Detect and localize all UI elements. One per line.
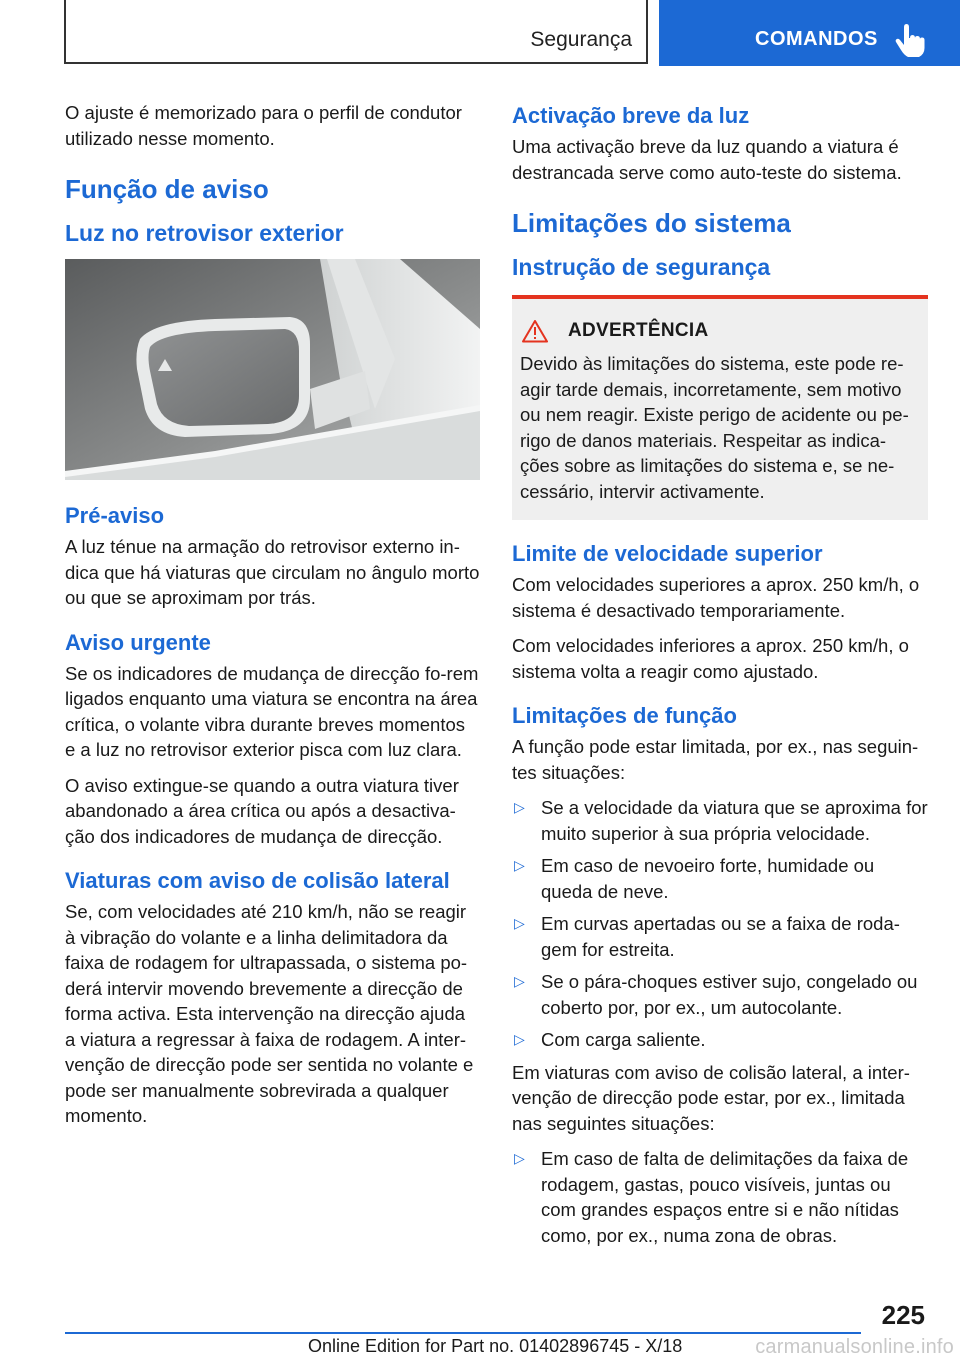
limitations-list (512, 795, 928, 1053)
bullet-triangle-icon: ▷ (514, 799, 525, 815)
footer-divider (65, 1332, 861, 1334)
warning-triangle-icon (522, 319, 548, 343)
bullet-triangle-icon: ▷ (514, 1031, 525, 1047)
list-item: ▷ Em caso de falta de delimitações da faixa de rodagem, gastas, pouco visíveis, juntas ou com grandes espaços entre si e não nítidas como, por ex., numa zona de obras. (514, 1148, 909, 1246)
heading-funcao-aviso: Função de aviso (65, 174, 269, 204)
header-tab-label: COMANDOS (755, 28, 878, 50)
heading-limitacoes-funcao: Limitações de função (512, 703, 737, 728)
bullet-triangle-icon: ▷ (514, 1150, 525, 1166)
warning-text: Devido às limitações do sistema, este pode re-agir tarde demais, incorretamente, sem motivo ou nem reagir. Existe perigo de acidente ou pe-rigo de danos materiais. Respeitar as indica-ções sobre as limitações do sistema e, se ne-cessário, intervir activamente. (520, 353, 909, 502)
bullet-triangle-icon: ▷ (514, 915, 525, 931)
page-number: 225 (881, 1300, 925, 1330)
list-item: ▷ Em caso de nevoeiro forte, humidade ou queda de neve. (514, 855, 875, 902)
heading-aviso-urgente: Aviso urgente (65, 629, 211, 655)
list-item: ▷ Em curvas apertadas ou se a faixa de roda-gem for estreita. (514, 913, 900, 960)
footer-edition: Online Edition for Part no. 01402896745 - X/18 (308, 1336, 683, 1356)
header-section-box (64, 0, 648, 64)
mirror-illustration (65, 259, 480, 480)
header-tab-comandos[interactable] (659, 0, 960, 66)
urgente-paragraph-1: Se os indicadores de mudança de direcção fo-rem ligados enquanto uma viatura se encontra na área crítica, o volante vibra durante breves momentos e a luz no retrovisor exterior pisca com luz clara. (65, 662, 479, 760)
heading-activacao-luz: Activação breve da luz (512, 103, 750, 128)
header-section-title: Segurança (530, 28, 632, 51)
intro-paragraph: O ajuste é memorizado para o perfil de condutor utilizado nesse momento. (65, 102, 462, 149)
heading-preaviso: Pré-aviso (65, 503, 165, 528)
colisao-limitation-paragraph: Em viaturas com aviso de colisão lateral, a inter-venção de direcção pode estar, por ex., limitada nas seguintes situações: (512, 1061, 910, 1134)
warning-header (520, 319, 920, 343)
velocidade-paragraph-1: Com velocidades superiores a aprox. 250 km/h, o sistema é desactivado temporariamente. (512, 574, 920, 621)
activacao-paragraph: Uma activação breve da luz quando a viatura é destrancada serve como auto-teste do sistema. (512, 136, 902, 183)
warning-box (512, 295, 928, 520)
heading-instrucao-seguranca: Instrução de segurança (512, 254, 771, 280)
bullet-triangle-icon: ▷ (514, 973, 525, 989)
heading-luz-retrovisor: Luz no retrovisor exterior (65, 220, 344, 246)
right-column (512, 100, 928, 1255)
list-item: ▷ Com carga saliente. (512, 1027, 928, 1053)
velocidade-paragraph-2: Com velocidades inferiores a aprox. 250 km/h, o sistema volta a reagir como ajustado. (512, 635, 909, 682)
bullet-triangle-icon: ▷ (514, 857, 525, 873)
left-column (65, 100, 480, 1139)
heading-limitacoes-sistema: Limitações do sistema (512, 208, 791, 238)
colisao-paragraph: Se, com velocidades até 210 km/h, não se reagir à vibração do volante e a linha delimitadora da faixa de rodagem for ultrapassada, o sistema po-derá intervir movendo brevemente a direcção de forma activa. Esta intervenção na direcção ajuda a viatura a regressar à faixa de rodagem. A inter-venção de direcção pode ser sentida no volante e pode ser manualmente sobrevirada a qualquer momento. (65, 901, 474, 1126)
watermark: carmanualsonline.info (755, 1336, 954, 1358)
colisao-limitations-list (512, 1146, 928, 1248)
hand-pointer-icon (895, 24, 925, 58)
list-item: ▷ Se a velocidade da viatura que se aproxima for muito superior à sua própria velocidade. (514, 797, 928, 844)
urgente-paragraph-2: O aviso extingue-se quando a outra viatura tiver abandonado a área crítica ou após a desactiva-ção dos indicadores de mudança de direcção. (65, 774, 459, 847)
warning-title: ADVERTÊNCIA (568, 320, 709, 341)
heading-colisao-lateral: Viaturas com aviso de colisão lateral (65, 868, 450, 893)
funcao-paragraph: A função pode estar limitada, por ex., nas seguin-tes situações: (512, 736, 919, 783)
preaviso-paragraph: A luz ténue na armação do retrovisor externo in-dica que há viaturas que circulam no ângulo morto ou que se aproximam por trás. (65, 536, 480, 608)
list-item: ▷ Se o pára-choques estiver sujo, congelado ou coberto por, por ex., um autocolante. (514, 971, 918, 1018)
heading-limite-velocidade: Limite de velocidade superior (512, 541, 823, 566)
